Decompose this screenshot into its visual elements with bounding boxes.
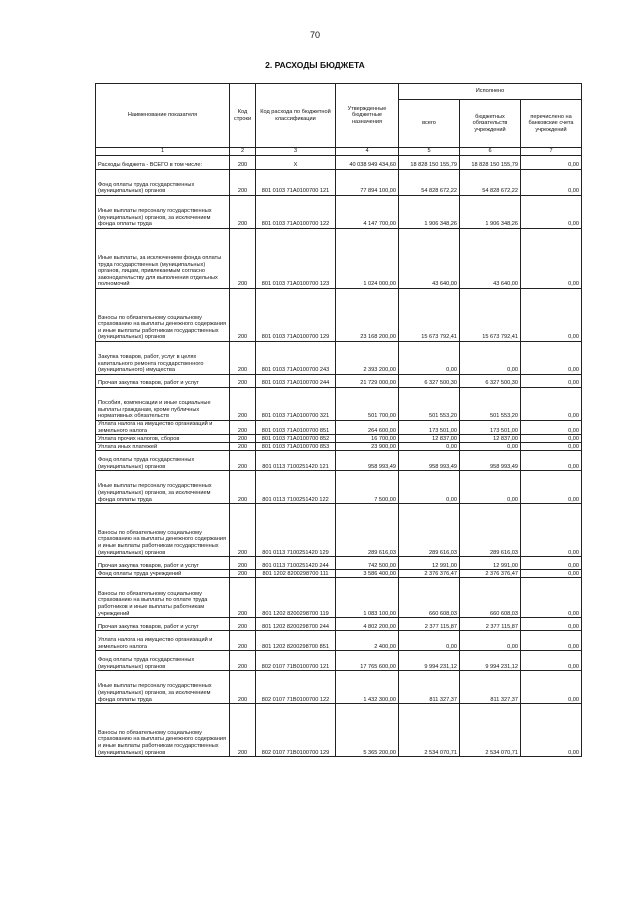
row-bank-transfer: 0,00 <box>521 229 582 289</box>
table-row <box>96 170 582 196</box>
table-row <box>96 631 582 651</box>
table-row <box>96 704 582 757</box>
row-name: Фонд оплаты труда учреждений <box>96 570 230 578</box>
row-executed-obligations: 1 906 348,26 <box>460 196 521 229</box>
row-bank-transfer: 0,00 <box>521 651 582 671</box>
column-number: 4 <box>336 148 399 156</box>
row-line-code: 200 <box>230 342 256 375</box>
row-executed-total: 2 377 115,87 <box>399 618 460 631</box>
page-number: 70 <box>309 30 320 40</box>
row-name: Иные выплаты персоналу государственных (муниципальных) органов, за исключением фонда оплаты труда <box>96 671 230 704</box>
row-bank-transfer: 0,00 <box>521 671 582 704</box>
row-budget-code: 801 0113 7100251420 121 <box>256 451 336 471</box>
row-approved: 1 083 100,00 <box>336 578 399 618</box>
row-budget-code: 801 0103 71А0100700 244 <box>256 375 336 388</box>
row-bank-transfer: 0,00 <box>521 443 582 451</box>
row-budget-code: 801 0103 71А0100700 321 <box>256 388 336 421</box>
row-name: Прочая закупка товаров, работ и услуг <box>96 618 230 631</box>
expenses-table <box>95 83 582 757</box>
row-bank-transfer: 0,00 <box>521 342 582 375</box>
row-line-code: 200 <box>230 557 256 570</box>
row-executed-total: 2 376 376,47 <box>399 570 460 578</box>
row-budget-code: 801 0113 7100251420 122 <box>256 471 336 504</box>
row-executed-obligations: 173 501,00 <box>460 421 521 435</box>
table-row <box>96 196 582 229</box>
row-executed-total: 289 616,03 <box>399 504 460 557</box>
row-executed-obligations: 12 991,00 <box>460 557 521 570</box>
row-bank-transfer: 0,00 <box>521 170 582 196</box>
column-number: 2 <box>230 148 256 156</box>
table-row <box>96 578 582 618</box>
row-executed-obligations: 660 608,03 <box>460 578 521 618</box>
row-name: Взносы по обязательному социальному страхованию на выплаты денежного содержания и иные выплаты работникам государственных (муниципальных) органов <box>96 289 230 342</box>
table-body <box>96 156 582 757</box>
header-bank: перечислено на банковские счета учреждений <box>521 100 582 148</box>
row-name: Взносы по обязательному социальному страхованию на выплаты по оплате труда работников и иные выплаты работникам учреждений <box>96 578 230 618</box>
table-row <box>96 504 582 557</box>
row-name: Расходы бюджета - ВСЕГО в том числе: <box>96 156 230 170</box>
table-row <box>96 671 582 704</box>
row-line-code: 200 <box>230 671 256 704</box>
row-executed-obligations: 2 377 115,87 <box>460 618 521 631</box>
row-budget-code: 801 0103 71А0100700 123 <box>256 229 336 289</box>
row-executed-total: 18 828 150 155,79 <box>399 156 460 170</box>
table-row <box>96 557 582 570</box>
row-budget-code: 801 0103 71А0100700 853 <box>256 443 336 451</box>
row-executed-obligations: 2 534 070,71 <box>460 704 521 757</box>
row-bank-transfer: 0,00 <box>521 451 582 471</box>
row-executed-total: 12 837,00 <box>399 435 460 443</box>
table-row <box>96 443 582 451</box>
row-bank-transfer: 0,00 <box>521 504 582 557</box>
row-line-code: 200 <box>230 289 256 342</box>
row-executed-total: 54 828 672,22 <box>399 170 460 196</box>
row-bank-transfer: 0,00 <box>521 578 582 618</box>
row-executed-total: 811 327,37 <box>399 671 460 704</box>
row-approved: 264 600,00 <box>336 421 399 435</box>
row-executed-total: 0,00 <box>399 631 460 651</box>
row-executed-obligations: 15 673 792,41 <box>460 289 521 342</box>
row-bank-transfer: 0,00 <box>521 557 582 570</box>
row-approved: 7 500,00 <box>336 471 399 504</box>
row-approved: 1 024 000,00 <box>336 229 399 289</box>
row-budget-code: 801 0103 71А0100700 852 <box>256 435 336 443</box>
column-number: 7 <box>521 148 582 156</box>
section-title: 2. РАСХОДЫ БЮДЖЕТА <box>265 60 365 70</box>
row-name: Уплата налога на имущество организаций и земельного налога <box>96 631 230 651</box>
table-row <box>96 651 582 671</box>
row-budget-code: 801 1202 8200298700 111 <box>256 570 336 578</box>
table-row <box>96 388 582 421</box>
column-number: 3 <box>256 148 336 156</box>
row-line-code: 200 <box>230 435 256 443</box>
row-line-code: 200 <box>230 631 256 651</box>
row-approved: 17 765 600,00 <box>336 651 399 671</box>
row-bank-transfer: 0,00 <box>521 631 582 651</box>
row-budget-code: 801 0103 71А0100700 129 <box>256 289 336 342</box>
row-executed-obligations: 811 327,37 <box>460 671 521 704</box>
row-executed-total: 660 608,03 <box>399 578 460 618</box>
row-line-code: 200 <box>230 704 256 757</box>
row-budget-code: 802 0107 71В0100700 129 <box>256 704 336 757</box>
row-bank-transfer: 0,00 <box>521 435 582 443</box>
row-executed-total: 2 534 070,71 <box>399 704 460 757</box>
column-number: 6 <box>460 148 521 156</box>
table-row <box>96 421 582 435</box>
row-name: Иные выплаты персоналу государственных (муниципальных) органов, за исключением фонда оплаты труда <box>96 471 230 504</box>
header-name: Наименование показателя <box>96 84 230 148</box>
row-line-code: 200 <box>230 375 256 388</box>
row-budget-code: 802 0107 71В0100700 121 <box>256 651 336 671</box>
header-line-code: Код строки <box>230 84 256 148</box>
row-line-code: 200 <box>230 578 256 618</box>
row-budget-code: 802 0107 71В0100700 122 <box>256 671 336 704</box>
table-row <box>96 375 582 388</box>
row-name: Иные выплаты, за исключением фонда оплаты труда государственных (муниципальных) органов, лицам, привлекаемым согласно законодательству для выполнения отдельных полномочий <box>96 229 230 289</box>
row-executed-total: 12 991,00 <box>399 557 460 570</box>
row-name: Уплата прочих налогов, сборов <box>96 435 230 443</box>
row-approved: 5 365 200,00 <box>336 704 399 757</box>
header-executed: Исполнено <box>399 84 582 100</box>
row-executed-obligations: 958 993,49 <box>460 451 521 471</box>
row-bank-transfer: 0,00 <box>521 375 582 388</box>
row-name: Прочая закупка товаров, работ и услуг <box>96 375 230 388</box>
row-executed-total: 501 553,20 <box>399 388 460 421</box>
table-row <box>96 229 582 289</box>
row-budget-code: 801 0103 71А0100700 851 <box>256 421 336 435</box>
row-bank-transfer: 0,00 <box>521 196 582 229</box>
row-line-code: 200 <box>230 471 256 504</box>
row-budget-code: 801 0103 71А0100700 243 <box>256 342 336 375</box>
row-budget-code: 801 0113 7100251420 129 <box>256 504 336 557</box>
row-approved: 958 993,49 <box>336 451 399 471</box>
row-bank-transfer: 0,00 <box>521 421 582 435</box>
row-name: Фонд оплаты труда государственных (муниципальных) органов <box>96 651 230 671</box>
row-budget-code: 801 0113 7100251420 244 <box>256 557 336 570</box>
row-approved: 21 729 000,00 <box>336 375 399 388</box>
row-line-code: 200 <box>230 651 256 671</box>
row-name: Взносы по обязательному социальному страхованию на выплаты денежного содержания и иные выплаты работникам государственных (муниципальных) органов <box>96 704 230 757</box>
row-executed-obligations: 12 837,00 <box>460 435 521 443</box>
row-name: Фонд оплаты труда государственных (муниципальных) органов <box>96 170 230 196</box>
row-executed-obligations: 9 994 231,12 <box>460 651 521 671</box>
row-name: Иные выплаты персоналу государственных (муниципальных) органов, за исключением фонда оплаты труда <box>96 196 230 229</box>
header-budget-code: Код расхода по бюджетной классификации <box>256 84 336 148</box>
row-executed-total: 1 906 348,26 <box>399 196 460 229</box>
row-approved: 77 894 100,00 <box>336 170 399 196</box>
row-line-code: 200 <box>230 170 256 196</box>
row-name: Пособия, компенсации и иные социальные выплаты гражданам, кроме публичных нормативных обязательств <box>96 388 230 421</box>
row-name: Фонд оплаты труда государственных (муниципальных) органов <box>96 451 230 471</box>
table-row <box>96 289 582 342</box>
row-bank-transfer: 0,00 <box>521 704 582 757</box>
row-executed-total: 958 993,49 <box>399 451 460 471</box>
table-row <box>96 471 582 504</box>
row-approved: 2 400,00 <box>336 631 399 651</box>
row-line-code: 200 <box>230 229 256 289</box>
row-executed-obligations: 0,00 <box>460 631 521 651</box>
row-budget-code: 801 1202 8200298700 119 <box>256 578 336 618</box>
row-approved: 289 616,03 <box>336 504 399 557</box>
row-executed-obligations: 54 828 672,22 <box>460 170 521 196</box>
row-line-code: 200 <box>230 421 256 435</box>
row-approved: 40 038 949 434,60 <box>336 156 399 170</box>
row-executed-total: 6 327 500,30 <box>399 375 460 388</box>
header-obligations: бюджетных обязательств учреждений <box>460 100 521 148</box>
row-executed-obligations: 18 828 150 155,79 <box>460 156 521 170</box>
table-row <box>96 156 582 170</box>
row-executed-obligations: 289 616,03 <box>460 504 521 557</box>
row-executed-obligations: 501 553,20 <box>460 388 521 421</box>
row-approved: 23 900,00 <box>336 443 399 451</box>
row-executed-total: 0,00 <box>399 443 460 451</box>
row-executed-total: 9 994 231,12 <box>399 651 460 671</box>
row-executed-obligations: 0,00 <box>460 471 521 504</box>
row-approved: 1 432 300,00 <box>336 671 399 704</box>
row-name: Закупка товаров, работ, услуг в целях капитального ремонта государственного (муниципального) имущества <box>96 342 230 375</box>
row-executed-obligations: 2 376 376,47 <box>460 570 521 578</box>
table-row <box>96 570 582 578</box>
row-approved: 4 147 700,00 <box>336 196 399 229</box>
row-name: Уплата иных платежей <box>96 443 230 451</box>
table-row <box>96 435 582 443</box>
row-executed-total: 0,00 <box>399 471 460 504</box>
row-bank-transfer: 0,00 <box>521 388 582 421</box>
row-approved: 4 802 200,00 <box>336 618 399 631</box>
table-row <box>96 451 582 471</box>
row-name: Прочая закупка товаров, работ и услуг <box>96 557 230 570</box>
row-budget-code: 801 0103 71А0100700 121 <box>256 170 336 196</box>
row-line-code: 200 <box>230 451 256 471</box>
row-line-code: 200 <box>230 618 256 631</box>
row-approved: 2 393 200,00 <box>336 342 399 375</box>
row-executed-obligations: 6 327 500,30 <box>460 375 521 388</box>
row-approved: 16 700,00 <box>336 435 399 443</box>
row-bank-transfer: 0,00 <box>521 618 582 631</box>
row-budget-code: 801 1202 8200298700 244 <box>256 618 336 631</box>
row-approved: 742 500,00 <box>336 557 399 570</box>
row-bank-transfer: 0,00 <box>521 156 582 170</box>
row-approved: 501 700,00 <box>336 388 399 421</box>
row-line-code: 200 <box>230 504 256 557</box>
row-budget-code: 801 1202 8200298700 851 <box>256 631 336 651</box>
row-executed-total: 173 501,00 <box>399 421 460 435</box>
row-line-code: 200 <box>230 196 256 229</box>
row-executed-obligations: 0,00 <box>460 342 521 375</box>
column-number: 1 <box>96 148 230 156</box>
row-executed-total: 0,00 <box>399 342 460 375</box>
row-name: Взносы по обязательному социальному страхованию на выплаты денежного содержания и иные выплаты работникам государственных (муниципальных) органов <box>96 504 230 557</box>
row-line-code: 200 <box>230 388 256 421</box>
row-executed-obligations: 43 640,00 <box>460 229 521 289</box>
table-row <box>96 342 582 375</box>
header-approved: Утвержденные бюджетные назначения <box>336 84 399 148</box>
row-approved: 3 586 400,00 <box>336 570 399 578</box>
row-bank-transfer: 0,00 <box>521 570 582 578</box>
row-executed-total: 15 673 792,41 <box>399 289 460 342</box>
table-row <box>96 618 582 631</box>
row-bank-transfer: 0,00 <box>521 471 582 504</box>
row-approved: 23 168 200,00 <box>336 289 399 342</box>
row-executed-total: 43 640,00 <box>399 229 460 289</box>
row-line-code: 200 <box>230 570 256 578</box>
row-budget-code: X <box>256 156 336 170</box>
row-executed-obligations: 0,00 <box>460 443 521 451</box>
row-bank-transfer: 0,00 <box>521 289 582 342</box>
header-total: всего <box>399 100 460 148</box>
row-name: Уплата налога на имущество организаций и земельного налога <box>96 421 230 435</box>
row-line-code: 200 <box>230 156 256 170</box>
column-number: 5 <box>399 148 460 156</box>
row-line-code: 200 <box>230 443 256 451</box>
row-budget-code: 801 0103 71А0100700 122 <box>256 196 336 229</box>
